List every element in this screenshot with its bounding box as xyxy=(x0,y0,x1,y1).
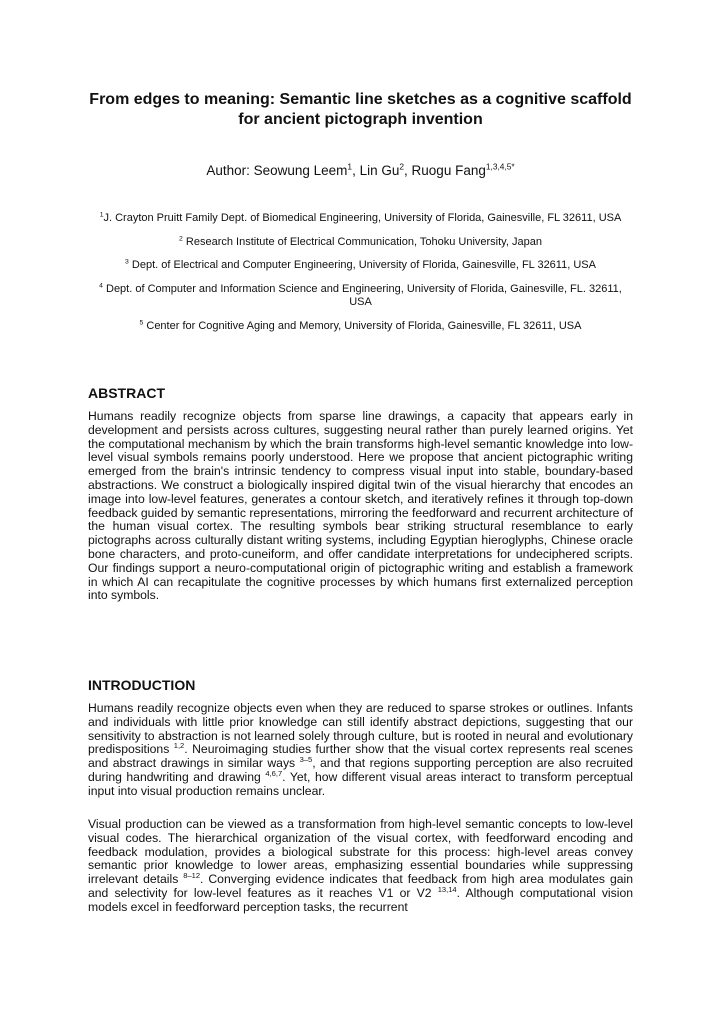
author-affil-sup: 2 xyxy=(399,161,405,172)
citation: 1,2 xyxy=(173,741,185,751)
affiliation-text: Research Institute of Electrical Communication, Tohoku University, Japan xyxy=(182,235,542,248)
author-affil-sup: 1 xyxy=(347,161,353,172)
affiliation-text: J. Crayton Pruitt Family Dept. of Biomedical Engineering, University of Florida, Gainesville, FL 32611, USA xyxy=(103,212,622,224)
affiliation xyxy=(88,212,633,226)
affiliation-number: 5 xyxy=(139,318,144,326)
affiliation xyxy=(88,259,633,273)
affiliation-number: 4 xyxy=(99,281,103,289)
intro-paragraph-1 xyxy=(88,702,633,799)
intro-paragraph-2 xyxy=(88,818,633,915)
citation: 3–5 xyxy=(299,755,313,765)
affiliations xyxy=(88,212,633,343)
author-name: Seowung Leem xyxy=(253,163,348,178)
affiliation xyxy=(88,283,633,310)
affiliation-text: Dept. of Computer and Information Science and Engineering, University of Florida, Gainesville, FL. 32611, USA xyxy=(102,282,622,308)
intro-text: . Yet, how different visual areas interact to transform perceptual input into visual production remains unclear. xyxy=(88,769,633,798)
author-affil-sup: 1,3,4,5* xyxy=(485,161,515,172)
affiliation-number: 3 xyxy=(125,258,129,266)
citation: 13,14 xyxy=(437,884,457,894)
author-prefix: Author: xyxy=(206,163,254,178)
intro-text: . Neuroimaging studies further show that the visual cortex represents real scenes and abstract drawings in similar ways xyxy=(88,742,634,771)
intro-text: . Converging evidence indicates that feedback from high area modulates gain and selectivity for low-level features as it reaches V1 or V2 xyxy=(88,872,633,900)
paper-title: From edges to meaning: Semantic line sketches as a cognitive scaffold for ancient pictograph invention xyxy=(89,91,632,128)
affiliation xyxy=(88,236,633,250)
author-name: Ruogu Fang xyxy=(411,163,486,178)
introduction-heading: INTRODUCTION xyxy=(88,677,196,693)
intro-text: , and that regions supporting perception are also recruited during handwriting and drawing xyxy=(88,756,633,784)
affiliation-text: Center for Cognitive Aging and Memory, University of Florida, Gainesville, FL 32611, USA xyxy=(143,319,582,332)
abstract-text: Humans readily recognize objects from sparse line drawings, a capacity that appears early in development and persists across cultures, suggesting neural rather than purely learned origins. Yet the computational mechanism by which the brain transforms high-level semantic knowledge into low-level visual symbols remains poorly understood. Here we propose that ancient pictographic writing emerged from the brain's intrinsic tendency to compress visual input into stable, boundary-based abstractions. We construct a biologically inspired digital twin of the visual hierarchy that encodes an image into low-level features, generates a contour sketch, and iteratively refines it through top-down feedback guided by semantic representations, mirroring the feedforward and recurrent architecture of the human visual cortex. The resulting symbols bear striking structural resemblance to early pictographs across culturally distant writing systems, including Egyptian hieroglyphs, Chinese oracle bone characters, and proto-cuneiform, and offer candidate interpretations for undeciphered scripts. Our findings support a neuro-computational origin of pictographic writing and establish a framework in which AI can recapitulate the cognitive processes by which humans first externalized perception into symbols. xyxy=(88,409,633,603)
affiliation-text: Dept. of Electrical and Computer Engineering, University of Florida, Gainesville, FL 32611, USA xyxy=(128,259,596,271)
citation: 4,6,7 xyxy=(265,768,283,778)
citation: 8–12 xyxy=(183,871,201,881)
abstract-heading: ABSTRACT xyxy=(88,385,165,401)
intro-text: Humans readily recognize objects even when they are reduced to sparse strokes or outlines. Infants and individuals with little prior knowledge can still identify abstract depictions, suggesting that our sensitivity to abstraction is not learned solely through culture, but is rooted in neural and evolutionary predispositions xyxy=(88,701,633,757)
intro-text: Visual production can be viewed as a transformation from high-level semantic concepts to low-level visual codes. The hierarchical organization of the visual cortex, with feedforward encoding and feedback modulation, provides a biological substrate for this process: high-level areas convey semantic prior knowledge to lower areas, emphasizing essential boundaries while suppressing irrelevant details xyxy=(88,817,633,887)
author-name: Lin Gu xyxy=(359,163,400,178)
affiliation xyxy=(88,320,633,334)
affiliation-number: 1 xyxy=(99,211,104,219)
affiliation-number: 2 xyxy=(179,234,183,242)
author-line: Author: Seowung Leem$^1$, Lin Gu$^2$, Ruogu Fang$^{1,3,4,5*}$ xyxy=(206,161,515,178)
intro-text: . Although computational vision models excel in feedforward perception tasks, the recurrent xyxy=(88,885,633,914)
